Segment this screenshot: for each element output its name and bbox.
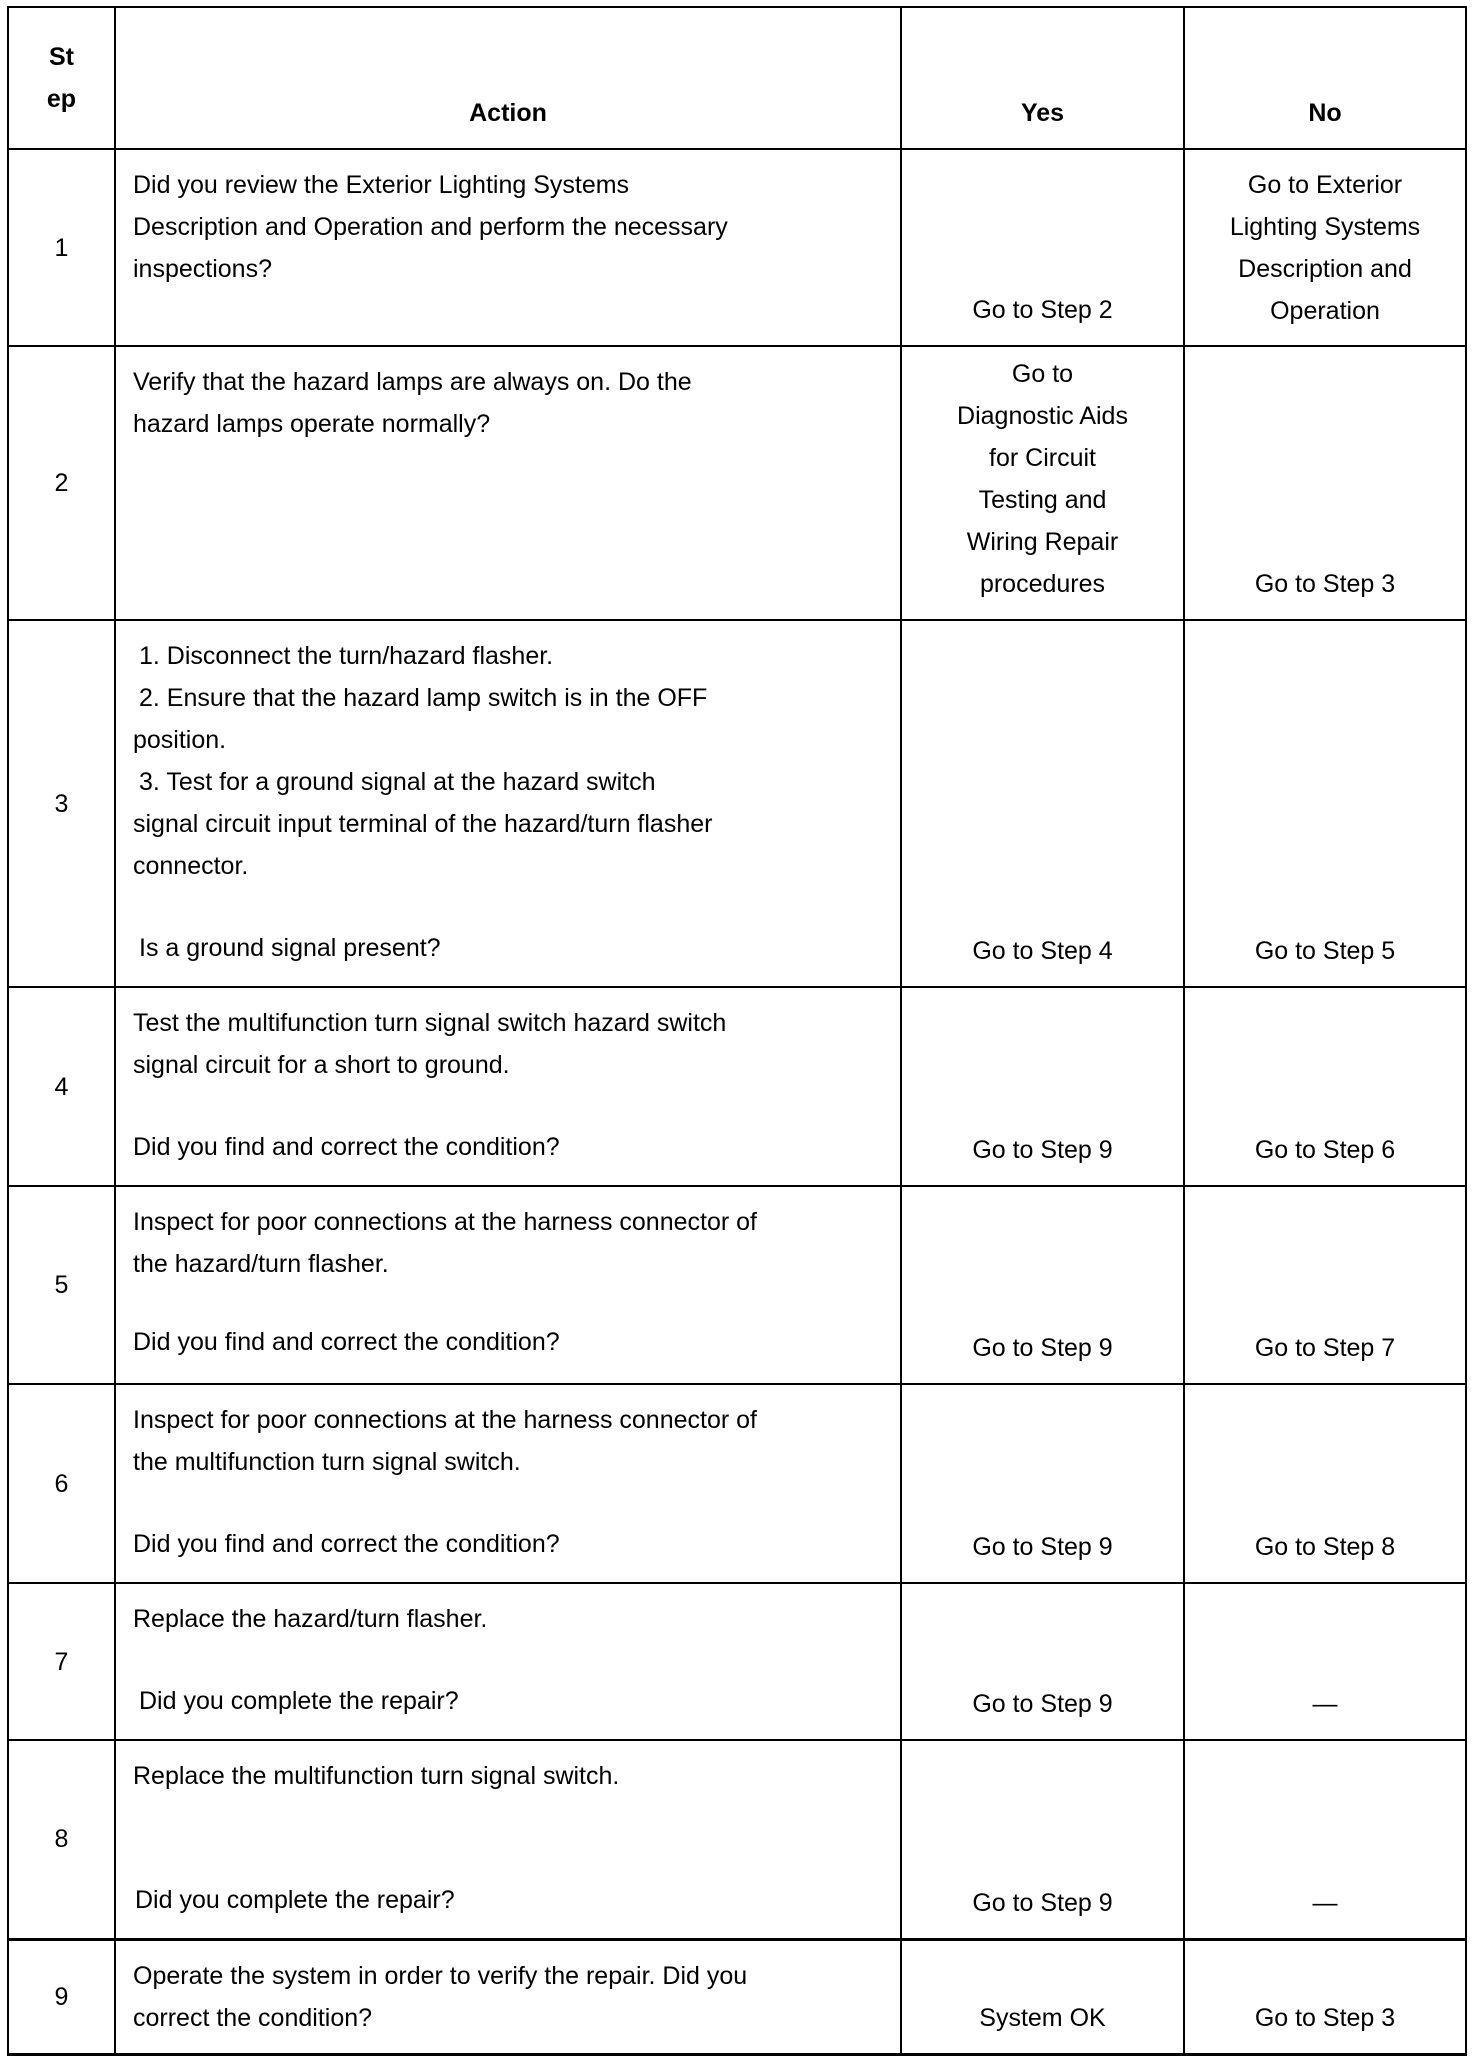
no-cell: — <box>1184 1740 1466 1939</box>
action-line: the multifunction turn signal switch. <box>133 1448 521 1476</box>
action-line: inspections? <box>133 255 272 283</box>
yes-line: Wiring Repair <box>966 528 1119 556</box>
table-row <box>8 346 1466 620</box>
step-number: 3 <box>8 620 115 987</box>
action-line: the hazard/turn flasher. <box>133 1250 389 1278</box>
table-row <box>8 1186 1466 1384</box>
action-line: 3. Test for a ground signal at the hazard switch <box>139 768 656 796</box>
action-line: 1. Disconnect the turn/hazard flasher. <box>139 642 554 670</box>
step-number: 6 <box>8 1384 115 1583</box>
action-line: Inspect for poor connections at the harness connector of <box>133 1406 757 1434</box>
action-line: Verify that the hazard lamps are always on. Do the <box>133 368 692 396</box>
action-cell <box>115 1583 901 1740</box>
action-question: Did you find and correct the condition? <box>133 1530 560 1558</box>
step-number: 4 <box>8 987 115 1186</box>
yes-cell: System OK <box>901 1939 1184 2054</box>
no-cell: Go to Step 7 <box>1184 1186 1466 1384</box>
step-number: 2 <box>8 346 115 620</box>
action-cell <box>115 987 901 1186</box>
yes-line: Diagnostic Aids <box>957 402 1128 430</box>
step-number: 8 <box>8 1740 115 1939</box>
yes-cell: Go to Step 4 <box>901 620 1184 987</box>
action-question: Did you complete the repair? <box>139 1687 459 1715</box>
action-line: Test the multifunction turn signal switch hazard switch <box>133 1009 727 1037</box>
action-line: Replace the hazard/turn flasher. <box>133 1605 488 1633</box>
action-cell <box>115 1740 901 1939</box>
header-step <box>8 7 115 149</box>
yes-line: procedures <box>979 570 1106 598</box>
no-cell <box>1184 149 1466 346</box>
table-row <box>8 1939 1466 2054</box>
no-line: Operation <box>1270 297 1380 325</box>
table-row <box>8 1583 1466 1740</box>
action-line: Description and Operation and perform the necessary <box>133 213 728 241</box>
no-cell: Go to Step 3 <box>1184 346 1466 620</box>
table-row <box>8 987 1466 1186</box>
yes-line: Go to <box>1011 360 1074 388</box>
action-line: Did you review the Exterior Lighting Systems <box>133 171 630 199</box>
header-step-line: St <box>49 43 74 71</box>
no-cell: Go to Step 5 <box>1184 620 1466 987</box>
action-question: Did you find and correct the condition? <box>133 1133 560 1161</box>
table-row <box>8 620 1466 987</box>
action-line: connector. <box>133 852 249 880</box>
diagnostic-table <box>7 6 1467 2056</box>
action-line: Operate the system in order to verify the repair. Did you <box>133 1961 748 1990</box>
no-cell: Go to Step 3 <box>1184 1939 1466 2054</box>
no-line: Description and <box>1238 255 1412 283</box>
step-number: 5 <box>8 1186 115 1384</box>
action-line: Inspect for poor connections at the harness connector of <box>133 1208 757 1236</box>
action-cell <box>115 1384 901 1583</box>
action-line: position. <box>133 726 227 754</box>
action-cell <box>115 620 901 987</box>
no-line: Lighting Systems <box>1229 213 1421 241</box>
action-line: 2. Ensure that the hazard lamp switch is in the OFF <box>139 684 708 712</box>
action-question: Is a ground signal present? <box>139 934 441 962</box>
action-line: signal circuit for a short to ground. <box>133 1051 510 1079</box>
action-question: Did you complete the repair? <box>135 1886 455 1914</box>
table-row <box>8 1384 1466 1583</box>
yes-cell: Go to Step 9 <box>901 1384 1184 1583</box>
header-step-line: ep <box>46 85 77 113</box>
step-number: 9 <box>8 1939 115 2054</box>
action-question: Did you find and correct the condition? <box>133 1328 560 1356</box>
yes-cell: Go to Step 9 <box>901 1186 1184 1384</box>
action-cell <box>115 1186 901 1384</box>
table-row <box>8 149 1466 346</box>
action-cell <box>115 346 901 620</box>
step-number: 7 <box>8 1583 115 1740</box>
no-cell: Go to Step 8 <box>1184 1384 1466 1583</box>
no-line: Go to Exterior <box>1247 171 1403 199</box>
header-no: No <box>1184 7 1466 149</box>
action-line: correct the condition? <box>133 2003 373 2032</box>
action-line: signal circuit input terminal of the hazard/turn flasher <box>133 810 713 838</box>
yes-line: for Circuit <box>989 444 1096 472</box>
no-cell: — <box>1184 1583 1466 1740</box>
action-cell <box>115 1939 901 2054</box>
yes-cell: Go to Step 2 <box>901 149 1184 346</box>
yes-cell: Go to Step 9 <box>901 987 1184 1186</box>
table-row <box>8 1740 1466 1939</box>
yes-cell <box>901 346 1184 620</box>
action-cell <box>115 149 901 346</box>
header-yes: Yes <box>901 7 1184 149</box>
yes-line: Testing and <box>978 486 1107 514</box>
yes-cell: Go to Step 9 <box>901 1583 1184 1740</box>
header-row <box>8 7 1466 149</box>
yes-cell: Go to Step 9 <box>901 1740 1184 1939</box>
header-action: Action <box>115 7 901 149</box>
action-line: Replace the multifunction turn signal switch. <box>133 1762 620 1790</box>
step-number: 1 <box>8 149 115 346</box>
action-line: hazard lamps operate normally? <box>133 410 491 438</box>
no-cell: Go to Step 6 <box>1184 987 1466 1186</box>
